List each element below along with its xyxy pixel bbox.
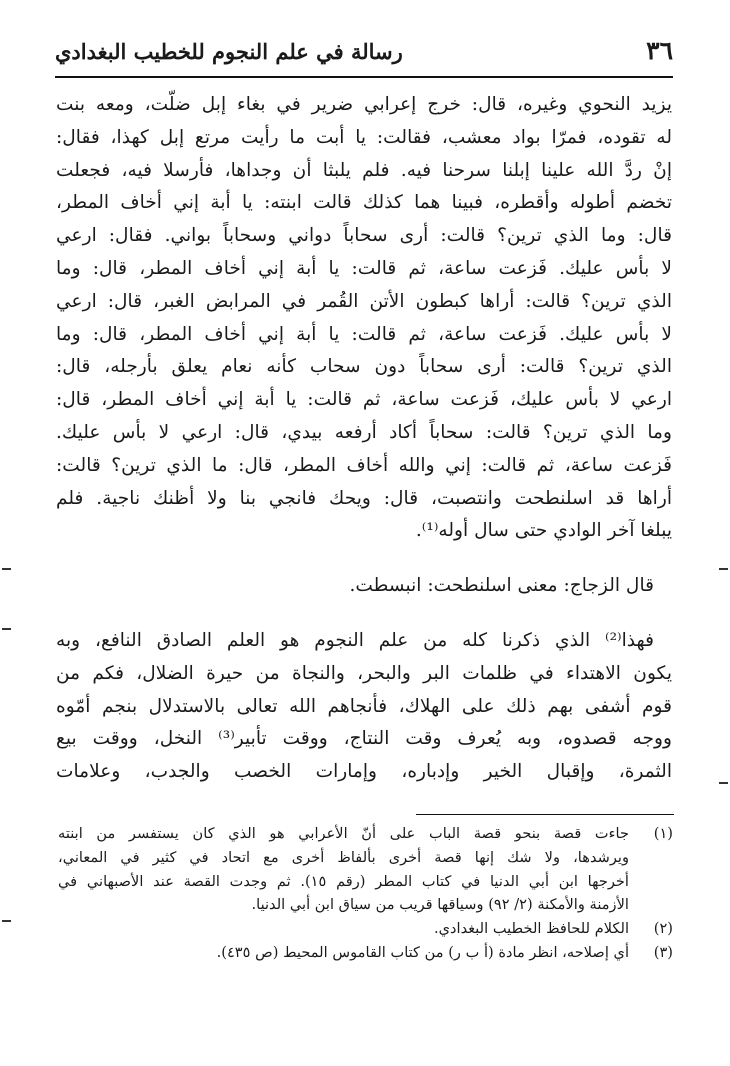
scan-mark: [2, 628, 11, 630]
footnote-line: الأزمنة والأمكنة (٢/ ٩٢) وسياقها قريب من سياق ابن أبي الدنيا.: [251, 896, 629, 914]
footnote-1: [58, 822, 673, 846]
text-line: يزيد النحوي وغيره، قال: خرج إعرابي ضرير في بغاء إبل ضلّت، ومعه بنت: [56, 94, 672, 115]
footnote-line: أخرجها ابن أبي الدنيا في كتاب المطر (رقم ١٥). ثم وجدت القصة عند الأصبهاني في: [58, 872, 629, 890]
text-line: إنْ ردَّ الله علينا إبلنا سرحنا فيه. فلم يلبثا أن وجداها، فأرسلا فيه، فجعلت: [56, 159, 672, 181]
text-line: قوم أشفى بهم ذلك على الهلاك، فأنجاهم الله تعالى بالاستدلال بنجم أمّوه: [56, 695, 672, 717]
text-line: الذي ترين؟ قالت: أرى سحاباً دون سحاب كأنه نعام يعلق بأرجله، قال:: [56, 356, 672, 378]
page-header: [55, 36, 673, 78]
footnote-number: (٢): [653, 920, 673, 938]
text-line: يكون الاهتداء في ظلمات البر والبحر، والنجاة من حيرة الضلال، فكم من: [56, 662, 672, 684]
text-line: له تقوده، فمرّا بواد معشب، فقالت: يا أبت ما رأيت مرتع إبل كهذا، فقال:: [56, 126, 672, 148]
zajjaj-quote: قال الزجاج: معنى اسلنطحت: انبسطت.: [349, 575, 654, 597]
text-line: تخضم أطوله وأقطره، فبينا هما كذلك قالت ابنته: يا أبة إني أخاف المطر،: [56, 192, 672, 214]
text-line: فَزعت ساعة، ثم قالت: إني والله أخاف المطر، قال: ما الذي ترين؟ قالت:: [56, 454, 672, 476]
text-line: لا بأس عليك. فَزعت ساعة، ثم قالت: يا أبة إني أخاف المطر، قال: وما: [56, 323, 672, 345]
footnote-number: (٣): [653, 943, 673, 961]
footnotes: [58, 822, 673, 965]
scan-mark: [2, 568, 11, 570]
footnote-number: (١): [653, 825, 673, 842]
page-number: ٣٦: [646, 36, 673, 65]
main-text: [56, 89, 672, 789]
footnote-separator: [416, 814, 674, 815]
scan-mark: [719, 568, 728, 570]
footnote-text: أي إصلاحه، انظر مادة (أ ب ر) من كتاب القاموس المحيط (ص ٤٣٥).: [216, 943, 629, 961]
scan-mark: [719, 782, 728, 784]
text-line: ووجه قصدوه، وبه يُعرف وقت النتاج، ووقت تأبير⁽³⁾ النخل، ووقت بيع: [56, 728, 672, 750]
footnote-2: [58, 917, 673, 941]
scan-mark: [2, 920, 11, 922]
text-line: يبلغا آخر الوادي حتى سال أوله⁽¹⁾.: [415, 520, 672, 542]
footnote-text: الكلام للحافظ الخطيب البغدادي.: [433, 920, 629, 938]
text-line: وما الذي ترين؟ قالت: سحاباً أكاد أرفعه بيدي، قال: ارعي لا بأس عليك.: [56, 421, 672, 443]
text-line: ارعي لا بأس عليك، فَزعت ساعة، ثم قالت: يا أبة إني أخاف المطر، قال:: [56, 389, 672, 411]
text-line: الذي ترين؟ قالت: أراها كبطون الأتن القُمر في المرابض الغبر، قال: ارعي: [56, 290, 672, 312]
footnote-line: ويرشدها، ولا شك إنها قصة أخرى بألفاظ أخرى مع اتحاد في كثير في المعاني،: [58, 848, 629, 866]
footnote-3: [58, 941, 673, 965]
text-line: قال: وما الذي ترين؟ قالت: أرى سحاباً دواني وسحاباً بواني. فقال: ارعي: [56, 225, 672, 247]
footnote-text: جاءت قصة بنحو قصة الباب على أنّ الأعرابي هو الذي كان يستفسر من ابنته: [58, 825, 629, 842]
text-line: أراها قد اسلنطحت وانتصبت، قال: ويحك فانجي بنا ولا أظنك ناجية. فلم: [56, 487, 672, 509]
running-title: رسالة في علم النجوم للخطيب البغدادي: [55, 39, 403, 64]
text-line: الثمرة، وإقبال الخير وإدباره، وإمارات الخصب والجدب، وعلامات: [56, 761, 672, 783]
text-line: فهذا⁽²⁾ الذي ذكرنا كله من علم النجوم هو العلم الصادق النافع، وبه: [56, 629, 654, 651]
text-line: لا بأس عليك. فَزعت ساعة، ثم قالت: يا أبة إني أخاف المطر، قال: وما: [56, 257, 672, 279]
